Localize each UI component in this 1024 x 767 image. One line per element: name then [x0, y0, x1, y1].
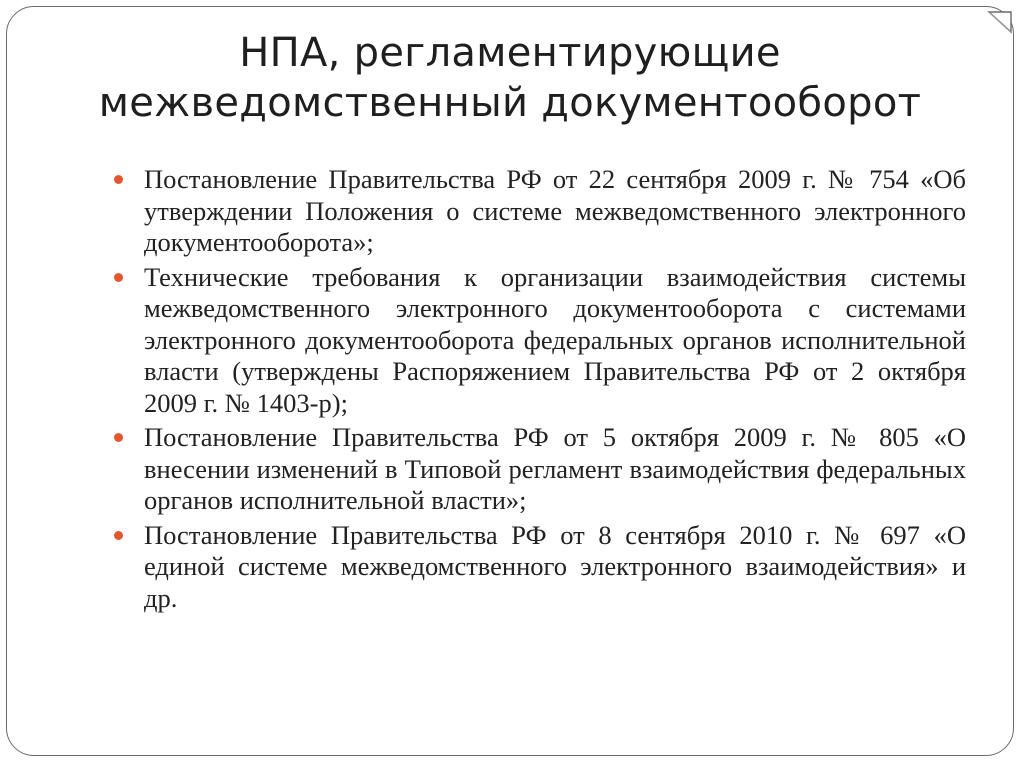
title-line-2: межведомственный документооборот: [98, 80, 922, 126]
list-item: [110, 164, 966, 259]
slide-title: [80, 28, 940, 128]
list-item-text: Технические требования к организации взаимодействия системы межведомственного электронного документооборота с системами электронного документооборота федеральных органов исполнительной власти (утверждены Распоряжением Правительства РФ от 2 октября 2009 г. № 1403-р);: [144, 261, 966, 418]
list-item: [110, 262, 966, 420]
bullet-list: [110, 164, 966, 617]
bullet-icon: [114, 273, 123, 282]
list-item-text: Постановление Правительства РФ от 5 октября 2009 г. № 805 «О внесении изменений в Типовой регламент взаимодействия федеральных органов исполнительной власти»;: [144, 422, 966, 515]
list-item: [110, 520, 966, 615]
list-item-text: Постановление Правительства РФ от 22 сентября 2009 г. № 754 «Об утверждении Положения о системе межведомственного электронного документооборота»;: [144, 164, 966, 257]
list-item-text: Постановление Правительства РФ от 8 сентября 2010 г. № 697 «О единой системе межведомственного электронного взаимодействия» и др.: [144, 519, 966, 613]
bullet-icon: [114, 175, 123, 184]
bullet-icon: [114, 531, 123, 540]
page-curl-icon: [987, 10, 1013, 34]
title-line-1: НПА, регламентирующие: [239, 30, 781, 76]
list-item: [110, 422, 966, 517]
bullet-icon: [114, 433, 123, 442]
